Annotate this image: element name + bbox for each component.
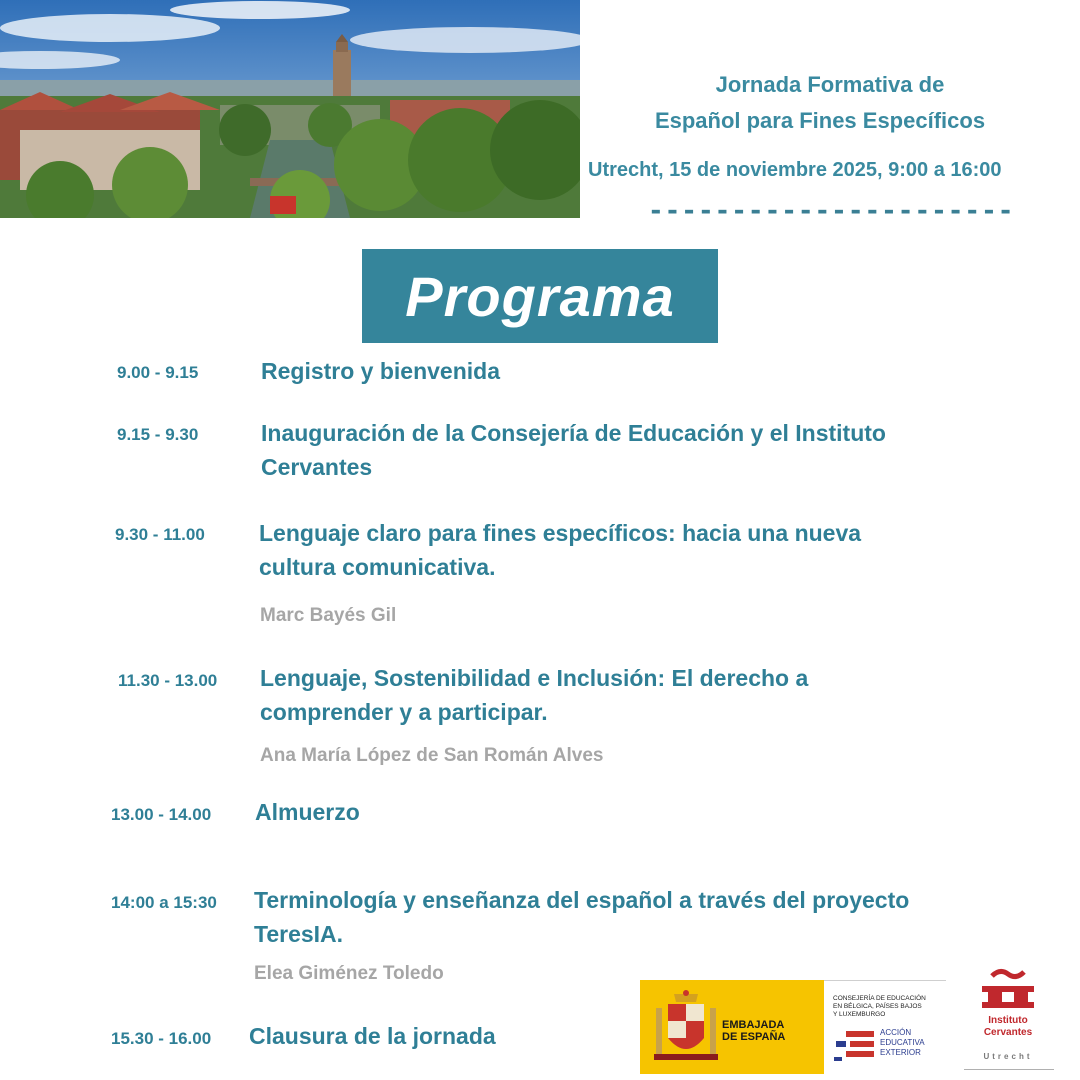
embajada-espana-logo: [640, 980, 824, 1074]
cervantes-underline: [964, 1069, 1054, 1070]
embajada-label: EMBAJADA DE ESPAÑA: [722, 1019, 786, 1043]
agenda-item-6-speaker: Elea Giménez Toledo: [254, 963, 444, 984]
agenda-item-1-title: Registro y bienvenida: [261, 358, 501, 384]
coat-of-arms-icon: [652, 990, 720, 1066]
agenda-item-7-title: Clausura de la jornada: [249, 1023, 496, 1049]
header-city-photo: [0, 0, 580, 218]
agenda-item-7-time: 15.30 - 16.00: [111, 1029, 212, 1048]
event-title-line2: Español para Fines Específicos: [654, 108, 986, 133]
accion-educativa-icon: [832, 1029, 876, 1063]
instituto-cervantes-logo: [960, 968, 1060, 1072]
cervantes-label: Instituto Cervantes: [983, 1015, 1033, 1038]
event-date-location: Utrecht, 15 de noviembre 2025, 9:00 a 16:00: [588, 159, 1002, 181]
agenda-item-4-speaker: Ana María López de San Román Alves: [260, 745, 604, 766]
agenda-item-5-title: Almuerzo: [255, 799, 360, 825]
agenda-item-2-time: 9.15 - 9.30: [117, 425, 199, 444]
agenda-item-6-title: Terminología y enseñanza del español a través del proyecto TeresIA.: [254, 887, 910, 947]
consejeria-educacion-logo: [824, 980, 946, 1074]
header-divider: ----------------------: [648, 196, 1015, 226]
programa-heading: Programa: [405, 264, 675, 328]
agenda-item-3-title: Lenguaje claro para fines específicos: hacia una nueva cultura comunicativa.: [259, 520, 862, 580]
agenda-item-4-time: 11.30 - 13.00: [118, 671, 218, 690]
agenda-item-3-speaker: Marc Bayés Gil: [260, 605, 397, 626]
consejeria-label: CONSEJERÍA DE EDUCACIÓN EN BÉLGICA, PAÍSES BAJOS Y LUXEMBURGO: [833, 995, 926, 1018]
accion-educativa-label: ACCIÓN EDUCATIVA EXTERIOR: [880, 1028, 925, 1057]
agenda-item-1-time: 9.00 - 9.15: [117, 363, 199, 382]
agenda-item-5-time: 13.00 - 14.00: [111, 805, 212, 824]
cervantes-emblem-icon: [978, 968, 1038, 1014]
event-title-line1: Jornada Formativa de: [715, 72, 945, 97]
cervantes-city: Utrecht: [983, 1052, 1033, 1061]
agenda-item-4-title: Lenguaje, Sostenibilidad e Inclusión: El derecho a comprender y a participar.: [260, 665, 809, 725]
programa-banner: [362, 249, 718, 343]
agenda-item-6-time: 14:00 a 15:30: [111, 893, 217, 912]
agenda-item-2-title: Inauguración de la Consejería de Educación y el Instituto Cervantes: [261, 420, 886, 480]
agenda-item-3-time: 9.30 - 11.00: [115, 525, 205, 544]
